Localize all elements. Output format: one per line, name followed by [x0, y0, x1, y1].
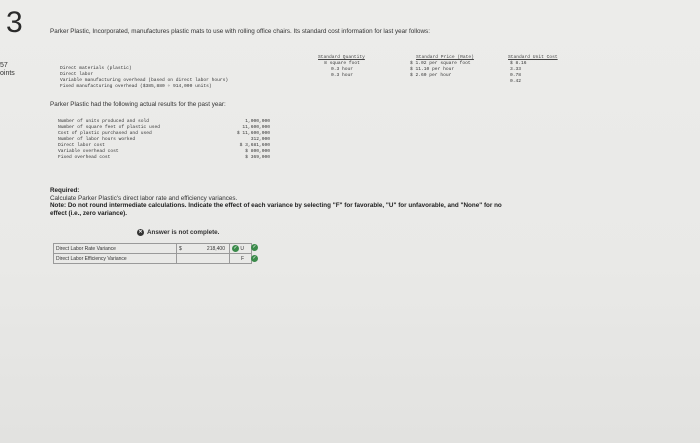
check-icon: ✓	[252, 255, 257, 261]
actual-label: Number of labor hours worked	[58, 137, 136, 142]
actual-value: $ 3,681,600	[239, 143, 270, 148]
std-row-label: Direct labor	[60, 72, 94, 77]
table-row	[54, 244, 252, 254]
actual-label: Direct labor cost	[58, 143, 105, 148]
check-icon: ✓	[233, 245, 238, 251]
std-price: $ 2.60 per hour	[410, 73, 452, 78]
table-row	[54, 254, 252, 264]
actual-value: $ 11,600,000	[236, 131, 270, 136]
header-standard-price: Standard Price (Rate)	[416, 55, 474, 60]
std-unit-cost: 0.42	[510, 79, 522, 84]
actual-results-title: Parker Plastic had the following actual results for the past year:	[50, 101, 226, 108]
answer-table	[53, 243, 252, 264]
required-note: Note: Do not round intermediate calculations. Indicate the effect of each variance by selecting "F" for favorable, "U" for unfavorable, and "None" for no effect (i.e., zero variance).	[50, 202, 502, 217]
actual-label: Cost of plastic purchased and used	[58, 131, 152, 136]
std-row-label: Variable manufacturing overhead (based on direct labor hours)	[60, 78, 229, 83]
actual-value: $ 369,000	[245, 155, 270, 160]
row-check-indicators	[251, 244, 258, 262]
rate-variance-effect-select[interactable]: ✓ U	[230, 244, 252, 254]
actual-label: Fixed overhead cost	[58, 155, 111, 160]
actual-value: 1,000,000	[245, 119, 270, 124]
answer-label-rate: Direct Labor Rate Variance	[54, 244, 177, 254]
x-circle-icon: ✕	[138, 229, 143, 235]
std-unit-cost: 3.33	[510, 67, 522, 72]
actual-value: 11,600,000	[242, 125, 270, 130]
required-section	[50, 187, 510, 217]
std-quantity: 0.3 hour	[330, 73, 354, 78]
std-unit-cost: 0.78	[510, 73, 522, 78]
answer-label-efficiency: Direct Labor Efficiency Variance	[54, 254, 177, 264]
efficiency-variance-amount-field[interactable]	[177, 254, 230, 264]
std-price: $ 11.10 per hour	[410, 67, 455, 72]
actual-label: Number of units produced and sold	[58, 119, 149, 124]
std-quantity: 8 square foot	[324, 61, 360, 66]
header-standard-quantity: Standard Quantity	[318, 55, 365, 60]
efficiency-variance-effect-select[interactable]: F	[230, 254, 252, 264]
actual-label: Variable overhead cost	[58, 149, 119, 154]
check-icon: ✓	[252, 244, 257, 250]
required-text: Calculate Parker Plastic's direct labor rate and efficiency variances.	[50, 194, 238, 202]
std-unit-cost: $ 8.16	[510, 61, 527, 66]
actual-value: 312,000	[250, 137, 270, 142]
question-intro: Parker Plastic, Incorporated, manufactures plastic mats to use with rolling office chairs. Its standard cost information for last year follows:	[50, 28, 430, 35]
std-row-label: Fixed manufacturing overhead ($385,880 ÷ 914,000 units)	[60, 84, 212, 89]
actual-value: $ 800,000	[245, 149, 270, 154]
std-row-label: Direct materials (plastic)	[60, 66, 132, 71]
std-price: $ 1.02 per square foot	[410, 61, 471, 66]
required-heading: Required:	[50, 187, 80, 194]
question-number: 3	[6, 6, 23, 39]
std-quantity: 0.3 hour	[330, 67, 354, 72]
actual-label: Number of square feet of plastic used	[58, 125, 160, 130]
answer-status: ✕ Answer is not complete.	[138, 229, 220, 236]
header-standard-unit-cost: Standard Unit Cost	[508, 55, 558, 60]
points-indicator: 57 oints	[0, 62, 15, 77]
rate-variance-amount-field[interactable]: $ 218,400	[177, 244, 230, 254]
